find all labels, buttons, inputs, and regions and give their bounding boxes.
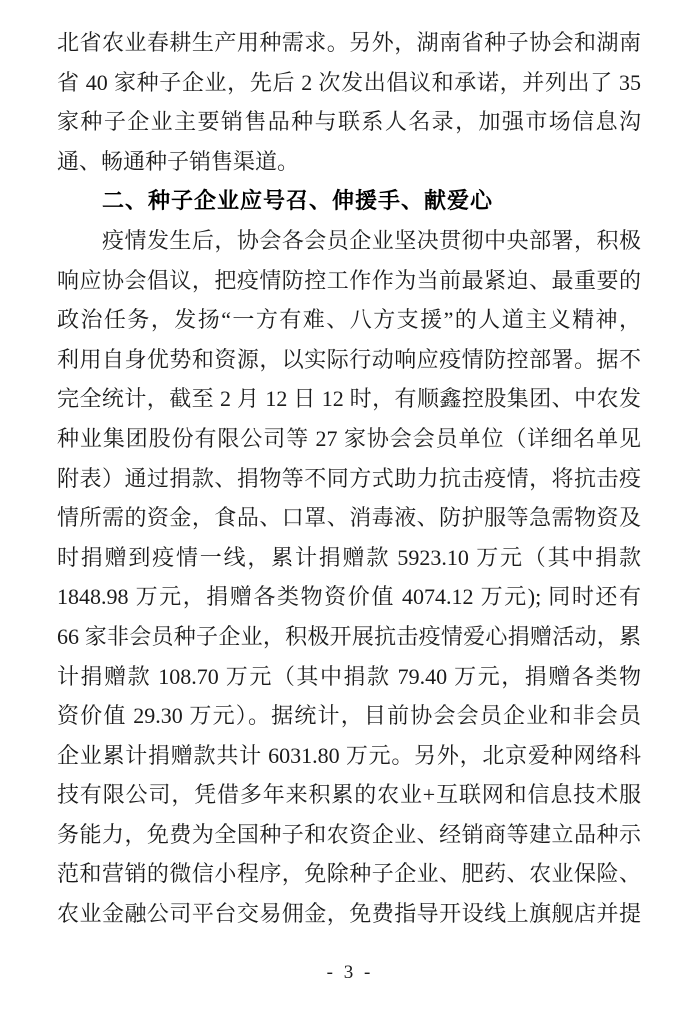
text-line: 情所需的资金，食品、口罩、消毒液、防护服等急需物资及: [57, 505, 641, 531]
text-line: 疫情发生后，协会各会员企业坚决贯彻中央部署，积极: [102, 227, 641, 253]
text-line: 务能力，免费为全国种子和农资企业、经销商等建立品种示: [57, 821, 641, 847]
text-line: 1848.98 万元，捐赠各类物资价值 4074.12 万元); 同时还有: [57, 584, 641, 610]
text-line: 家种子企业主要销售品种与联系人名录，加强市场信息沟: [57, 109, 641, 135]
text-line: 政治任务，发扬“一方有难、八方支援”的人道主义精神，: [57, 307, 641, 333]
document-body: [57, 23, 641, 934]
text-line: 省 40 家种子企业，先后 2 次发出倡议和承诺，并列出了 35: [57, 69, 641, 95]
text-line: 企业累计捐赠款共计 6031.80 万元。另外，北京爱种网络科: [57, 742, 641, 768]
page-number: - 3 -: [326, 962, 374, 983]
text-line: 利用自身优势和资源，以实际行动响应疫情防控部署。据不: [57, 346, 641, 372]
text-line: 时捐赠到疫情一线，累计捐赠款 5923.10 万元（其中捐款: [57, 544, 641, 570]
text-line: 66 家非会员种子企业，积极开展抗击疫情爱心捐赠活动，累: [57, 623, 641, 649]
text-line: 完全统计，截至 2 月 12 日 12 时，有顺鑫控股集团、中农发: [57, 386, 641, 412]
text-line: 农业金融公司平台交易佣金，免费指导开设线上旗舰店并提: [57, 901, 641, 927]
text-line: 资价值 29.30 万元）。据统计，目前协会会员企业和非会员: [57, 703, 641, 729]
section-heading: 二、种子企业应号召、伸援手、献爱心: [102, 188, 494, 214]
text-line: 附表）通过捐款、捐物等不同方式助力抗击疫情，将抗击疫: [57, 465, 641, 491]
text-line: 技有限公司，凭借多年来积累的农业+互联网和信息技术服: [57, 782, 641, 808]
text-line: 范和营销的微信小程序，免除种子企业、肥药、农业保险、: [57, 861, 641, 887]
text-line: 种业集团股份有限公司等 27 家协会会员单位（详细名单见: [57, 425, 641, 451]
text-line: 响应协会倡议，把疫情防控工作作为当前最紧迫、最重要的: [57, 267, 641, 293]
text-line: 北省农业春耕生产用种需求。另外，湖南省种子协会和湖南: [57, 30, 641, 55]
text-line: 通、畅通种子销售渠道。: [57, 148, 300, 174]
text-line: 计捐赠款 108.70 万元（其中捐款 79.40 万元，捐赠各类物: [57, 663, 641, 689]
